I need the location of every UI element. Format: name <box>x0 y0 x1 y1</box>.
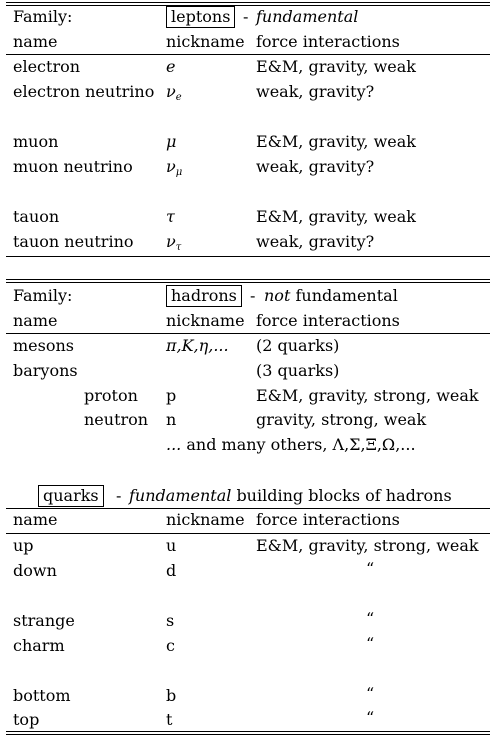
quarks-header-rule <box>6 533 490 534</box>
leptons-boxed-label: leptons <box>166 6 235 28</box>
quarks-col-name: name <box>13 510 58 529</box>
hadron-name: proton <box>84 386 138 405</box>
lepton-forces: E&M, gravity, weak <box>256 207 416 226</box>
quarks-boxed-label: quarks <box>38 485 104 507</box>
quark-forces-ditto: “ <box>366 708 375 727</box>
lepton-forces: weak, gravity? <box>256 157 375 176</box>
lepton-forces: E&M, gravity, weak <box>256 57 416 76</box>
quarks-col-nickname: nickname <box>166 510 245 529</box>
hadron-forces: (2 quarks) <box>256 336 340 355</box>
lepton-symbol: $\nu_\mu$ <box>166 157 183 178</box>
hadrons-qualifier: not fundamental <box>264 286 398 305</box>
hadron-name: mesons <box>13 336 74 355</box>
quark-nickname: b <box>166 686 177 705</box>
lepton-symbol: μ <box>166 132 177 151</box>
hadron-forces: E&M, gravity, strong, weak <box>256 386 479 405</box>
quark-nickname: s <box>166 611 175 630</box>
quark-name: strange <box>13 611 75 630</box>
leptons-header-rule <box>6 54 490 55</box>
quarks-dash: - <box>116 486 122 505</box>
quark-forces-ditto: “ <box>366 559 375 578</box>
hadrons-col-name: name <box>13 311 58 330</box>
quark-name: charm <box>13 636 65 655</box>
lepton-name: muon <box>13 132 59 151</box>
quark-nickname: c <box>166 636 175 655</box>
lepton-symbol: e <box>166 57 176 76</box>
lepton-name: tauon <box>13 207 60 226</box>
hadrons-family-label: Family: <box>13 286 73 305</box>
leptons-col-forces: force interactions <box>256 32 400 51</box>
lepton-forces: weak, gravity? <box>256 82 375 101</box>
leptons-bottom-rule <box>6 256 490 257</box>
leptons-family-label: Family: <box>13 7 73 26</box>
leptons-col-name: name <box>13 32 58 51</box>
leptons-qualifier: fundamental <box>256 7 359 26</box>
hadrons-dash: - <box>250 286 256 305</box>
hadron-nickname: n <box>166 410 177 429</box>
lepton-symbol: $\nu_e$ <box>166 82 182 103</box>
top-rule-2 <box>6 5 490 6</box>
lepton-name: electron <box>13 57 81 76</box>
quark-nickname: t <box>166 710 173 729</box>
hadron-forces: gravity, strong, weak <box>256 410 427 429</box>
quark-name: bottom <box>13 686 71 705</box>
leptons-col-nickname: nickname <box>166 32 245 51</box>
quarks-top-rule <box>6 508 490 509</box>
bottom-rule <box>6 731 490 732</box>
quark-forces: E&M, gravity, strong, weak <box>256 536 479 555</box>
quark-name: top <box>13 710 40 729</box>
quarks-col-forces: force interactions <box>256 510 400 529</box>
hadrons-col-nickname: nickname <box>166 311 245 330</box>
hadron-nickname: p <box>166 386 177 405</box>
hadrons-others-note: ... and many others, Λ,Σ,Ξ,Ω,... <box>166 435 416 454</box>
hadrons-top-rule <box>6 279 490 280</box>
bottom-rule-2 <box>6 734 490 735</box>
lepton-forces: weak, gravity? <box>256 232 375 251</box>
quark-nickname: d <box>166 561 177 580</box>
hadrons-boxed-label: hadrons <box>166 285 242 307</box>
quarks-qualifier: fundamental building blocks of hadrons <box>129 486 452 505</box>
quark-name: down <box>13 561 57 580</box>
quark-forces-ditto: “ <box>366 634 375 653</box>
top-rule <box>6 2 490 3</box>
quark-name: up <box>13 536 34 555</box>
leptons-dash: - <box>243 7 249 26</box>
hadrons-col-forces: force interactions <box>256 311 400 330</box>
lepton-symbol: τ <box>166 207 175 226</box>
lepton-symbol: $\nu_\tau$ <box>166 232 182 253</box>
lepton-forces: E&M, gravity, weak <box>256 132 416 151</box>
hadrons-top-rule-2 <box>6 282 490 283</box>
quark-forces-ditto: “ <box>366 684 375 703</box>
lepton-name: electron neutrino <box>13 82 155 101</box>
lepton-name: tauon neutrino <box>13 232 134 251</box>
hadron-name: neutron <box>84 410 149 429</box>
hadron-nickname: π,K,η,... <box>166 336 229 355</box>
quark-forces-ditto: “ <box>366 609 375 628</box>
hadron-name: baryons <box>13 361 78 380</box>
hadron-forces: (3 quarks) <box>256 361 340 380</box>
lepton-name: muon neutrino <box>13 157 133 176</box>
hadrons-header-rule <box>6 333 490 334</box>
quark-nickname: u <box>166 536 177 555</box>
